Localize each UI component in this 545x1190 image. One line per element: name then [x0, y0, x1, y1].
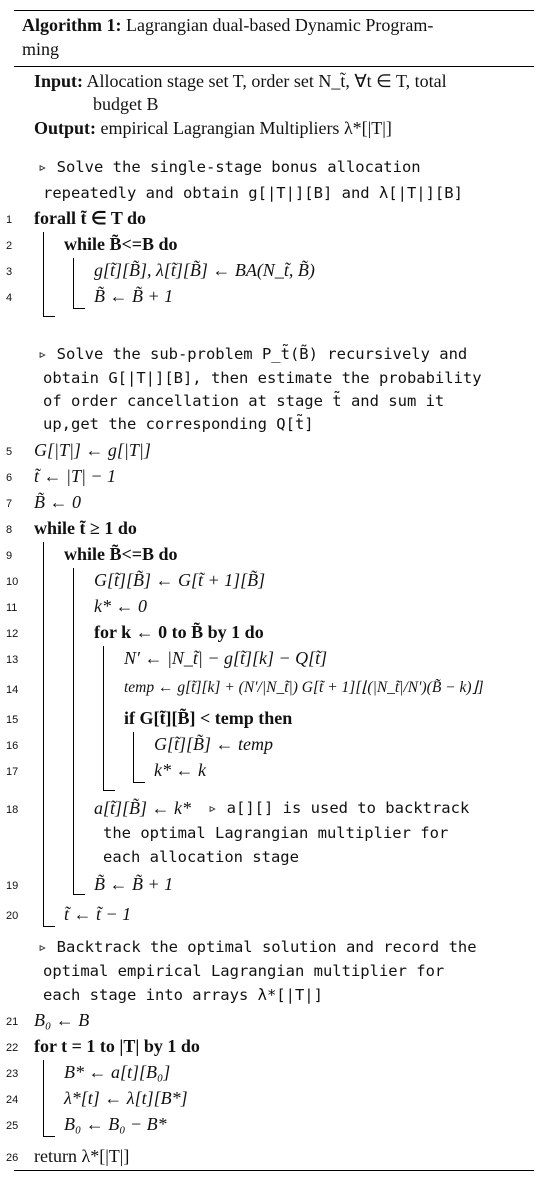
line-number-1: 1 — [6, 214, 13, 226]
line-number-24: 24 — [6, 1094, 19, 1106]
line-number-16: 16 — [6, 740, 19, 752]
output-label: Output: — [34, 118, 97, 138]
line-number-17: 17 — [6, 766, 19, 778]
line-22: for t = 1 to |T| by 1 do — [34, 1036, 200, 1056]
output-line — [34, 116, 392, 140]
line-number-9: 9 — [6, 550, 13, 562]
if-block-end — [133, 782, 145, 783]
line-10: G[t̃][B̃] ← G[t̃ + 1][B̃] — [94, 570, 266, 590]
line-number-25: 25 — [6, 1120, 19, 1132]
line-18: a[t̃][B̃] ← k* — [94, 798, 192, 818]
line-number-2: 2 — [6, 240, 13, 252]
line-1: forall t̃ ∈ T do — [34, 208, 147, 228]
line-number-23: 23 — [6, 1068, 19, 1080]
line-15: if G[t̃][B̃] < temp then — [124, 708, 293, 728]
line-7: B̃ ← 0 — [34, 492, 81, 512]
for-k-block-bar — [103, 646, 104, 790]
line-20: t̃ ← t̃ − 1 — [64, 904, 132, 924]
while-b-block-end — [73, 894, 85, 895]
line-13: N′ ← |N_t̃| − g[t̃][k] − Q[t̃] — [124, 648, 328, 668]
input-line — [34, 69, 447, 93]
line-number-19: 19 — [6, 880, 19, 892]
line-number-26: 26 — [6, 1152, 19, 1164]
comment-2-line-3: of order cancellation at stage t̃ and sum it — [43, 392, 445, 410]
line-3: g[t̃][B̃], λ[t̃][B̃] ← BA(N_t̃, B̃) — [94, 260, 315, 280]
comment-2-line-4: up,get the corresponding Q[t̃] — [43, 415, 314, 433]
line-number-22: 22 — [6, 1042, 19, 1054]
while-t-block-end — [43, 926, 55, 927]
comment-4-line-3: each stage into arrays λ*[|T|] — [43, 986, 323, 1004]
while-block-bar — [73, 258, 74, 308]
input-text: Allocation stage set T, order set N_t̃, ∀t ∈ T, total — [86, 71, 447, 91]
line-4: B̃ ← B̃ + 1 — [94, 286, 174, 306]
line-12: for k ← 0 to B̃ by 1 do — [94, 622, 264, 642]
comment-1-line-2: repeatedly and obtain g[|T|][B] and λ[|T|][B] — [43, 184, 463, 202]
line-16: G[t̃][B̃] ← temp — [154, 734, 274, 754]
line-number-6: 6 — [6, 472, 13, 484]
line-25: B₀ ← B₀ − B* — [64, 1114, 167, 1134]
caption-rule — [14, 66, 534, 67]
if-block-bar — [133, 732, 134, 782]
forall-block-end — [43, 316, 55, 317]
output-text: empirical Lagrangian Multipliers λ*[|T|] — [100, 118, 392, 138]
for-t-block-bar — [43, 1060, 44, 1136]
line-number-13: 13 — [6, 654, 19, 666]
line-14: temp ← g[t̃][k] + (N′/|N_t̃|) G[t̃ + 1][⌊(|N_t̃|/N′)(B̃ − k)⌋] — [124, 679, 484, 696]
line-number-10: 10 — [6, 576, 19, 588]
bottom-rule — [14, 1170, 534, 1171]
comment-1-line-1: ▹ Solve the single-stage bonus allocation — [38, 158, 421, 176]
line-2: while B̃<=B do — [64, 234, 178, 254]
line-17: k* ← k — [154, 760, 206, 780]
while-b-block-bar — [73, 568, 74, 894]
line-number-15: 15 — [6, 714, 19, 726]
line-number-3: 3 — [6, 266, 13, 278]
for-k-block-end — [103, 790, 115, 791]
line-24: λ*[t] ← λ[t][B*] — [64, 1088, 188, 1108]
line-11: k* ← 0 — [94, 596, 147, 616]
input-text-cont: budget B — [93, 94, 159, 114]
comment-4-line-1: ▹ Backtrack the optimal solution and record the — [38, 938, 477, 956]
comment-3-line-3: each allocation stage — [103, 848, 299, 866]
comment-3-line-1: ▹ a[][] is used to backtrack — [208, 799, 470, 817]
caption-label: Algorithm 1: — [22, 15, 122, 35]
line-6: t̃ ← |T| − 1 — [34, 466, 117, 486]
caption-text-cont: ming — [22, 39, 60, 59]
line-number-5: 5 — [6, 446, 13, 458]
line-19: B̃ ← B̃ + 1 — [94, 874, 174, 894]
input-line-cont — [93, 92, 159, 116]
line-number-14: 14 — [6, 684, 19, 696]
line-number-4: 4 — [6, 292, 13, 304]
line-number-18: 18 — [6, 804, 19, 816]
line-5: G[|T|] ← g[|T|] — [34, 440, 151, 460]
while-block-end — [73, 308, 85, 309]
line-23: B* ← a[t][B₀] — [64, 1062, 171, 1082]
algorithm-caption — [14, 11, 534, 64]
line-26: return λ*[|T|] — [34, 1146, 130, 1166]
caption-text: Lagrangian dual-based Dynamic Program- — [125, 15, 434, 35]
line-number-8: 8 — [6, 524, 13, 536]
comment-2-line-1: ▹ Solve the sub-problem P_t̃(B̃) recursively and — [38, 345, 468, 363]
line-number-21: 21 — [6, 1016, 19, 1028]
line-number-7: 7 — [6, 498, 13, 510]
comment-4-line-2: optimal empirical Lagrangian multiplier for — [43, 962, 445, 980]
input-label: Input: — [34, 71, 84, 91]
comment-2-line-2: obtain G[|T|][B], then estimate the probability — [43, 369, 482, 387]
line-number-12: 12 — [6, 628, 19, 640]
line-number-20: 20 — [6, 910, 19, 922]
forall-block-bar — [43, 232, 44, 316]
line-8: while t̃ ≥ 1 do — [34, 518, 137, 538]
comment-3-line-2: the optimal Lagrangian multiplier for — [103, 824, 449, 842]
line-number-11: 11 — [6, 602, 18, 614]
algorithm-box — [14, 10, 534, 67]
while-t-block-bar — [43, 542, 44, 926]
for-t-block-end — [43, 1136, 55, 1137]
line-9: while B̃<=B do — [64, 544, 178, 564]
line-21: B₀ ← B — [34, 1010, 90, 1030]
